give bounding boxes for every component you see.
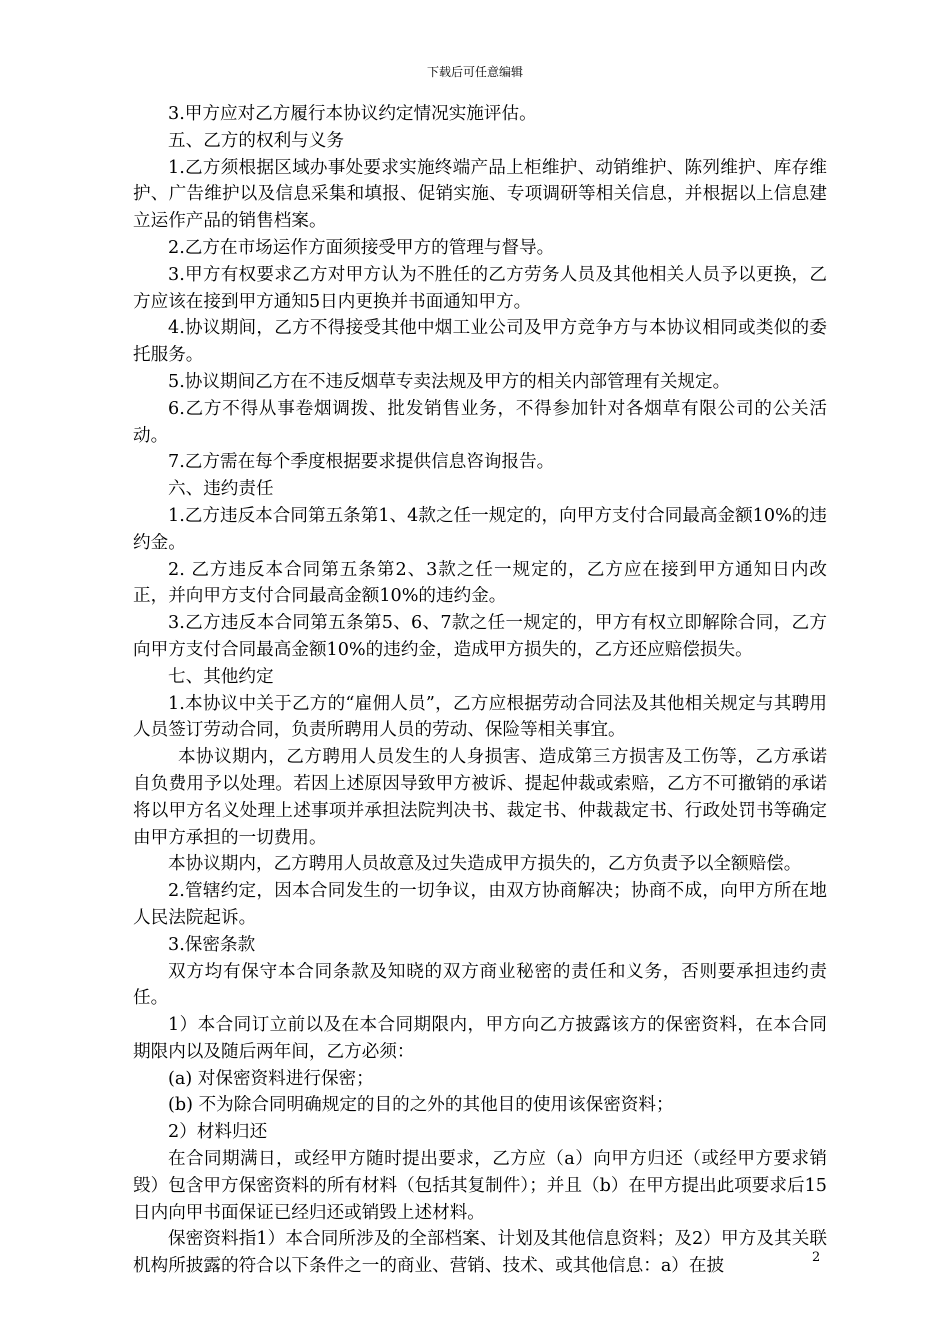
page-header: 下载后可任意编辑 — [426, 65, 523, 79]
document-body — [133, 101, 827, 1280]
paragraph: 3.甲方有权要求乙方对甲方认为不胜任的乙方劳务人员及其他相关人员予以更换，乙方应该在接到甲方通知5日内更换并书面通知甲方。 — [133, 264, 827, 312]
paragraph: 1.乙方违反本合同第五条第1、4款之任一规定的，向甲方支付合同最高金额10%的违约金。 — [133, 505, 827, 553]
paragraph: 1.本协议中关于乙方的“雇佣人员”，乙方应根据劳动合同法及其他相关规定与其聘用人员签订劳动合同，负责所聘用人员的劳动、保险等相关事宜。 — [133, 693, 827, 741]
paragraph: 7.乙方需在每个季度根据要求提供信息咨询报告。 — [168, 452, 555, 473]
paragraph: 3.乙方违反本合同第五条第5、6、7款之任一规定的，甲方有权立即解除合同，乙方向甲方支付合同最高金额10%的违约金，造成甲方损失的，乙方还应赔偿损失。 — [133, 613, 827, 660]
paragraph: 在合同期满日，或经甲方随时提出要求，乙方应（a）向甲方归还（或经甲方要求销毁）包含甲方保密资料的所有材料（包括其复制件）；并且（b）在甲方提出此项要求后15日内向甲书面保证已经归还或销毁上述材料。 — [133, 1149, 827, 1223]
paragraph: 4.协议期间，乙方不得接受其他中烟工业公司及甲方竞争方与本协议相同或类似的委托服务。 — [133, 318, 827, 366]
paragraph: 2.乙方在市场运作方面须接受甲方的管理与督导。 — [168, 237, 555, 258]
subsection-heading: 2）材料归还 — [168, 1122, 268, 1143]
subsection-heading: 3.保密条款 — [168, 934, 256, 955]
page-number: 2 — [812, 1250, 821, 1265]
section-heading: 五、乙方的权利与义务 — [168, 130, 344, 151]
paragraph: 5.协议期间乙方在不违反烟草专卖法规及甲方的相关内部管理有关规定。 — [168, 371, 731, 392]
paragraph: 6.乙方不得从事卷烟调拨、批发销售业务，不得参加针对各烟草有限公司的公关活动。 — [133, 398, 827, 446]
paragraph: 1）本合同订立前以及在本合同期限内，甲方向乙方披露该方的保密资料，在本合同期限内以及随后两年间，乙方必须： — [133, 1015, 827, 1062]
paragraph: 3.甲方应对乙方履行本协议约定情况实施评估。 — [168, 104, 537, 124]
paragraph: 本协议期内，乙方聘用人员故意及过失造成甲方损失的，乙方负责予以全额赔偿。 — [168, 854, 802, 875]
paragraph: 2.管辖约定，因本合同发生的一切争议，由双方协商解决；协商不成，向甲方所在地人民法院起诉。 — [133, 881, 827, 928]
list-item: (b) 不为除合同明确规定的目的之外的其他目的使用该保密资料； — [168, 1095, 674, 1116]
paragraph: 1.乙方须根据区域办事处要求实施终端产品上柜维护、动销维护、陈列维护、库存维护、广告维护以及信息采集和填报、促销实施、专项调研等相关信息，并根据以上信息建立运作产品的销售档案。 — [133, 157, 827, 232]
paragraph: 双方均有保守本合同条款及知晓的双方商业秘密的责任和义务，否则要承担违约责任。 — [133, 961, 827, 1009]
paragraph: 本协议期内，乙方聘用人员发生的人身损害、造成第三方损害及工伤等，乙方承诺自负费用予以处理。若因上述原因导致甲方被诉、提起仲裁或索赔，乙方不可撤销的承诺将以甲方名义处理上述事项并承担法院判决书、裁定书、仲裁裁定书、行政处罚书等确定由甲方承担的一切费用。 — [133, 747, 827, 848]
section-heading: 七、其他约定 — [168, 666, 274, 687]
section-heading: 六、违约责任 — [168, 479, 274, 500]
list-item: (a) 对保密资料进行保密； — [168, 1068, 374, 1089]
paragraph: 保密资料指1）本合同所涉及的全部档案、计划及其他信息资料；及2）甲方及其关联机构所披露的符合以下条件之一的商业、营销、技术、或其他信息：a）在披 — [133, 1229, 827, 1277]
paragraph: 2. 乙方违反本合同第五条第2、3款之任一规定的，乙方应在接到甲方通知日内改正，并向甲方支付合同最高金额10%的违约金。 — [133, 559, 827, 607]
